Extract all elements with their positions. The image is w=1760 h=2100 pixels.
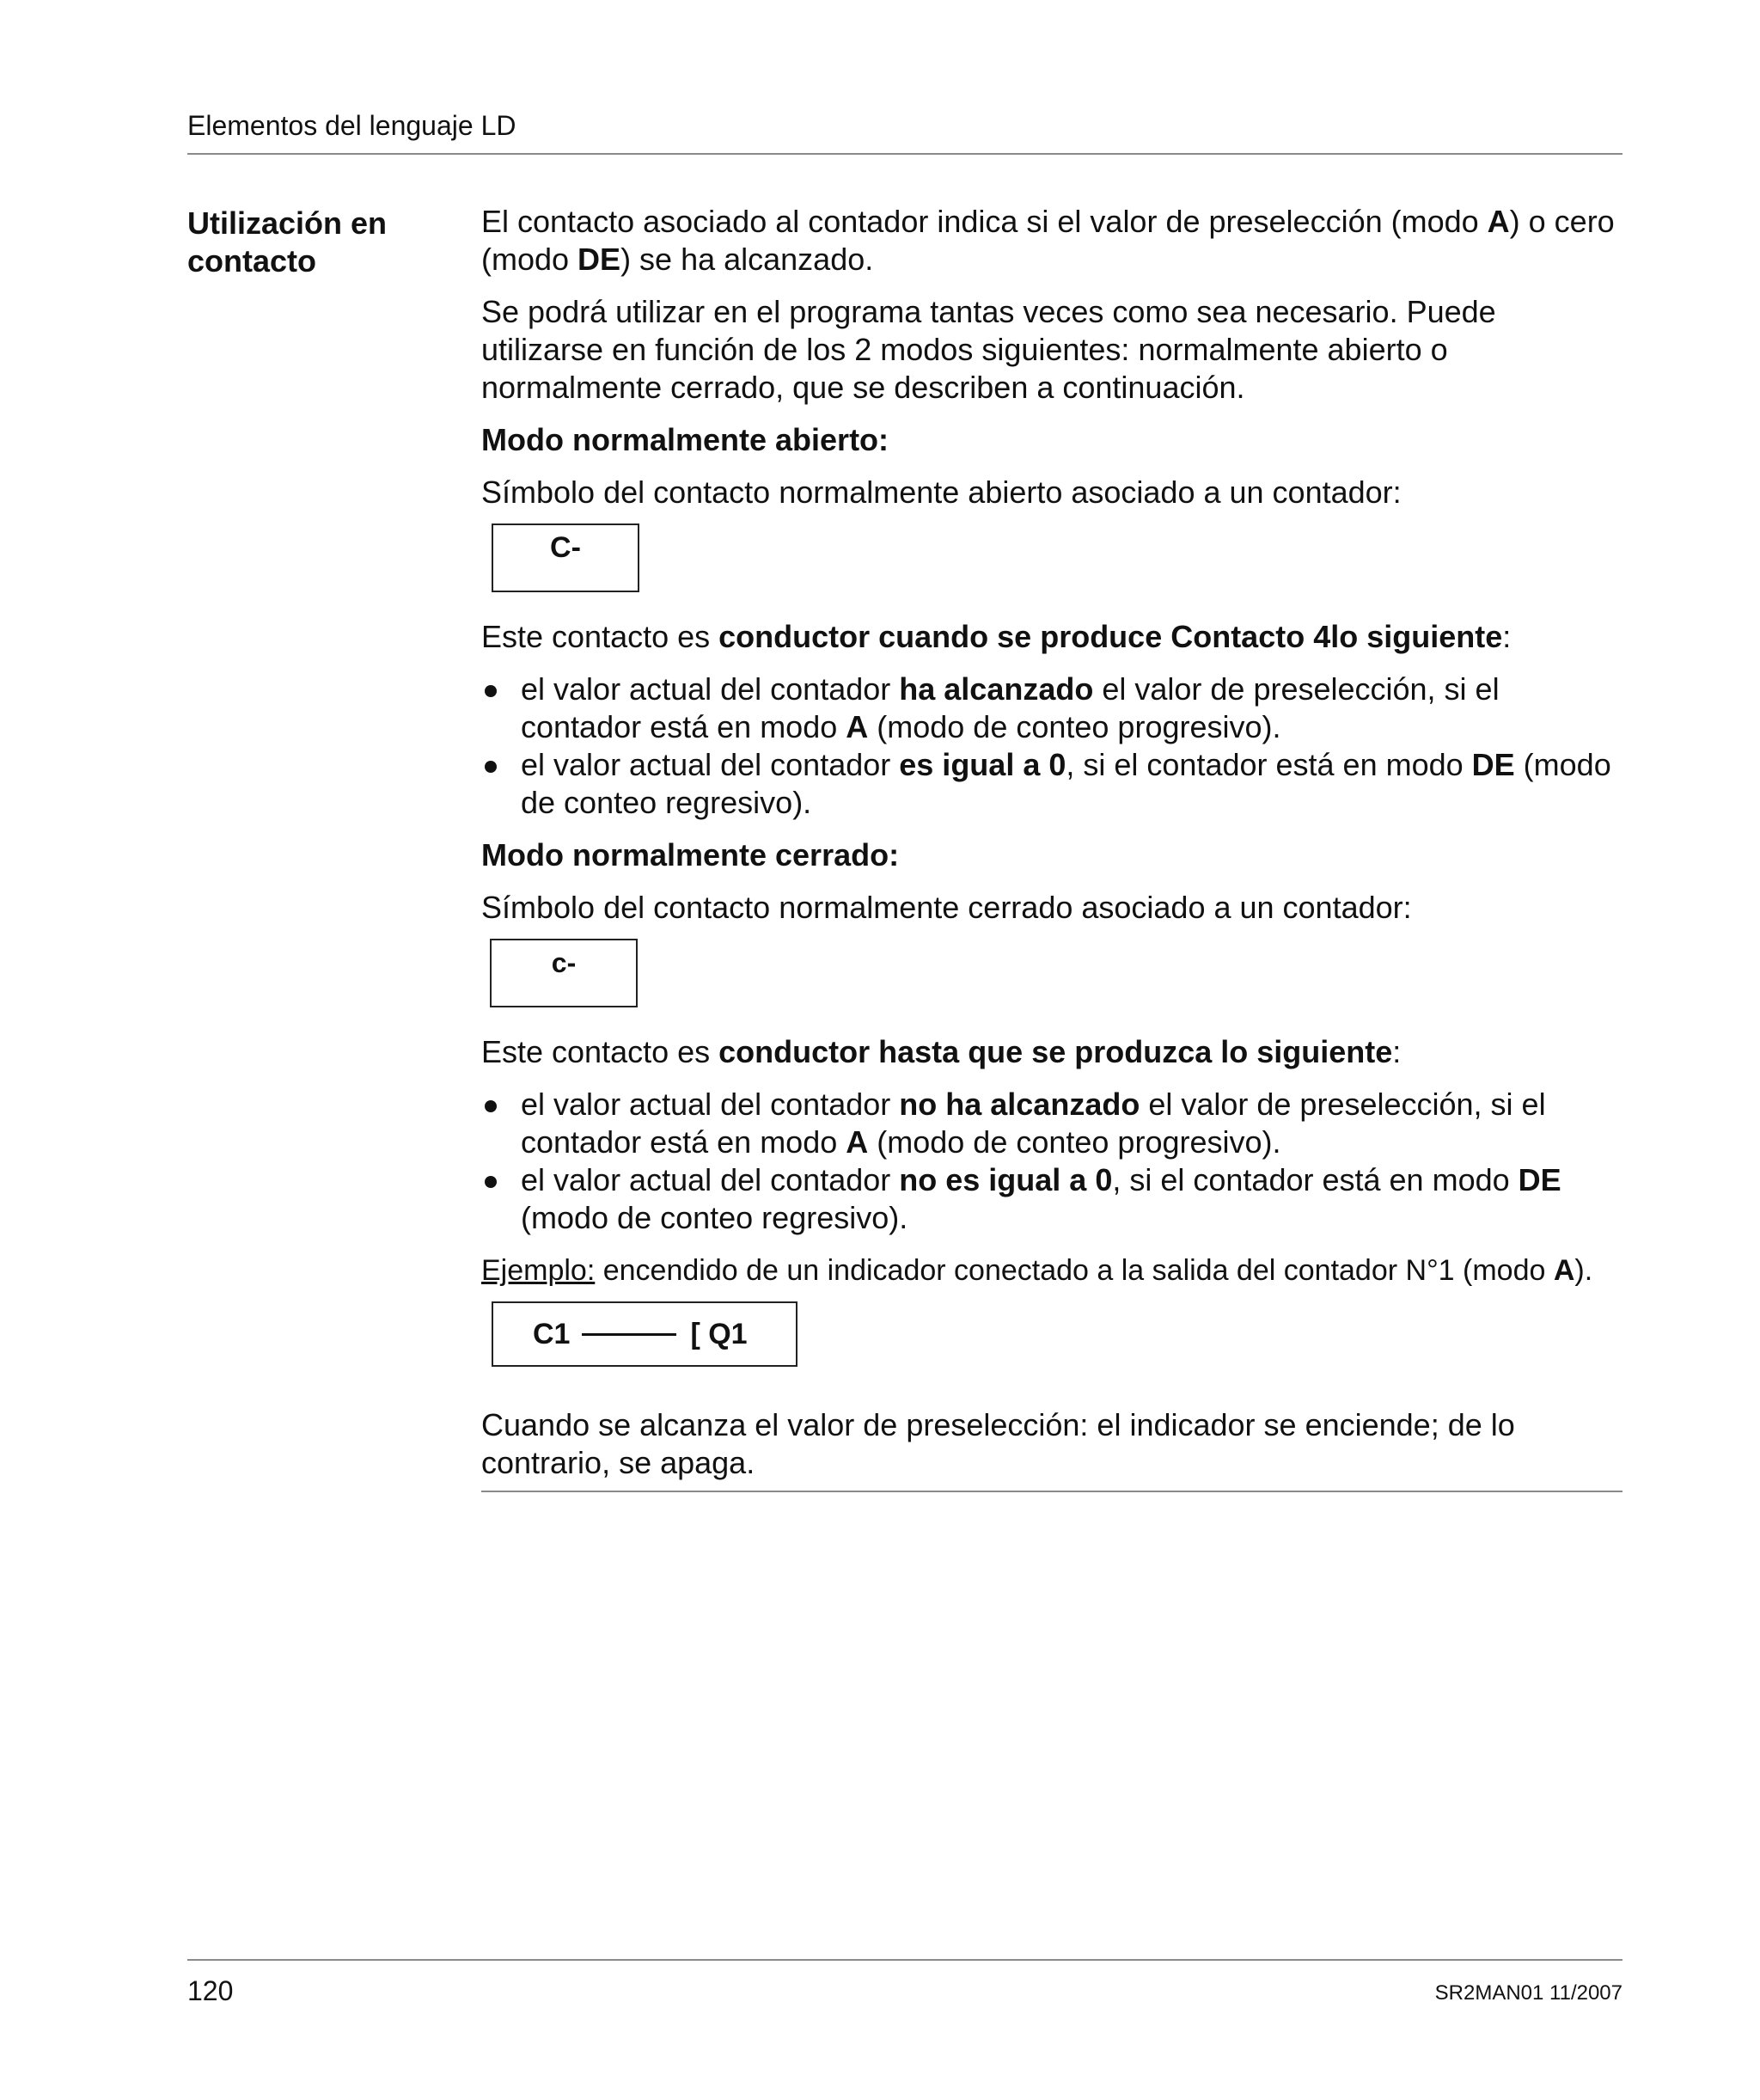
ladder-wire — [582, 1333, 676, 1336]
text-run: Este contacto es — [481, 1034, 719, 1069]
text-run: ). — [1574, 1254, 1593, 1287]
bullet-icon — [485, 761, 497, 773]
normally-closed-symbol: c- — [551, 947, 577, 978]
example-ladder-box — [492, 1301, 798, 1367]
text-run: : — [1392, 1034, 1402, 1069]
bold-text-run: A — [1553, 1254, 1575, 1287]
text-run: el valor de preselección, si el contador está en modo — [521, 1087, 1546, 1160]
text-run: (modo de conteo progresivo). — [868, 1124, 1281, 1160]
normally-open-condition — [481, 618, 1624, 656]
side-heading-line-2: contacto — [187, 243, 317, 279]
section-end-divider — [481, 1491, 1622, 1492]
list-item — [481, 746, 1624, 822]
text-run: el valor actual del contador — [521, 1087, 900, 1122]
text-run: el valor actual del contador — [521, 747, 900, 782]
example-contact: C1 — [533, 1318, 571, 1350]
list-item — [481, 1161, 1624, 1237]
text-run: : — [1502, 619, 1512, 654]
text-run: ) o cero (modo — [481, 204, 1615, 277]
example-result: Cuando se alcanza el valor de preselección: el indicador se enciende; de lo contrario, se apaga. — [481, 1407, 1515, 1480]
normally-open-heading: Modo normalmente abierto: — [481, 422, 889, 457]
bullet-icon — [485, 1100, 497, 1112]
header-divider — [187, 153, 1622, 155]
normally-closed-symbol-box — [490, 939, 638, 1007]
bold-text-run: A — [846, 709, 869, 744]
example-label: Ejemplo: — [481, 1254, 596, 1287]
normally-open-symbol: C- — [550, 531, 581, 564]
list-item — [481, 1086, 1624, 1161]
bold-text-run: no ha alcanzado — [899, 1087, 1140, 1122]
example-coil: [ Q1 — [690, 1318, 748, 1350]
text-run: el valor actual del contador — [521, 671, 900, 707]
bullet-icon — [485, 685, 497, 697]
normally-closed-bullets — [481, 1086, 1624, 1237]
normally-open-bullets — [481, 670, 1624, 822]
normally-open-symbol-caption: Símbolo del contacto normalmente abierto asociado a un contador: — [481, 474, 1402, 510]
bullet-icon — [485, 1176, 497, 1188]
text-run: Este contacto es — [481, 619, 719, 654]
footer-divider — [187, 1959, 1622, 1961]
normally-closed-heading: Modo normalmente cerrado: — [481, 837, 900, 872]
bold-text-run: DE — [578, 242, 621, 277]
text-run: (modo de conteo regresivo). — [521, 747, 1611, 820]
bold-text-run: DE — [1518, 1162, 1561, 1197]
normally-closed-symbol-caption: Símbolo del contacto normalmente cerrado asociado a un contador: — [481, 890, 1412, 925]
running-header: Elementos del lenguaje LD — [187, 110, 516, 141]
intro-paragraph — [481, 203, 1624, 279]
text-run: , si el contador está en modo — [1066, 747, 1472, 782]
main-content — [481, 203, 1624, 1497]
page-number: 120 — [187, 1975, 234, 2006]
text-run: (modo de conteo progresivo). — [868, 709, 1281, 744]
bold-text-run: ha alcanzado — [899, 671, 1094, 707]
text-run: , si el contador está en modo — [1112, 1162, 1519, 1197]
bold-text-run: es igual a 0 — [899, 747, 1066, 782]
bold-text-run: conductor hasta que se produzca lo siguiente — [718, 1034, 1393, 1069]
text-run: encendido de un indicador conectado a la salida del contador N°1 (modo — [595, 1254, 1554, 1287]
list-item — [481, 670, 1624, 746]
side-heading-line-1: Utilización en — [187, 205, 388, 241]
document-reference: SR2MAN01 11/2007 — [1434, 1981, 1622, 2005]
text-run: el valor de preselección, si el contador está en modo — [521, 671, 1500, 744]
text-run: ) se ha alcanzado. — [620, 242, 874, 277]
bold-text-run: A — [846, 1124, 869, 1160]
normally-closed-condition — [481, 1033, 1624, 1071]
section-side-heading — [187, 205, 462, 280]
example-text — [595, 1254, 1592, 1287]
normally-open-symbol-box — [492, 523, 639, 592]
text-run: (modo de conteo regresivo). — [521, 1200, 908, 1235]
example-paragraph — [481, 1252, 1624, 1289]
bold-text-run: A — [1487, 204, 1510, 239]
bold-text-run: DE — [1471, 747, 1515, 782]
usage-paragraph: Se podrá utilizar en el programa tantas veces como sea necesario. Puede utilizarse en función de los 2 modos siguientes: normalmente abierto o normalmente cerrado, que se describen a continuación. — [481, 294, 1496, 405]
bold-text-run: no es igual a 0 — [899, 1162, 1113, 1197]
text-run: el valor actual del contador — [521, 1162, 900, 1197]
bold-text-run: conductor cuando se produce Contacto 4lo siguiente — [718, 619, 1503, 654]
text-run: El contacto asociado al contador indica si el valor de preselección (modo — [481, 204, 1488, 239]
